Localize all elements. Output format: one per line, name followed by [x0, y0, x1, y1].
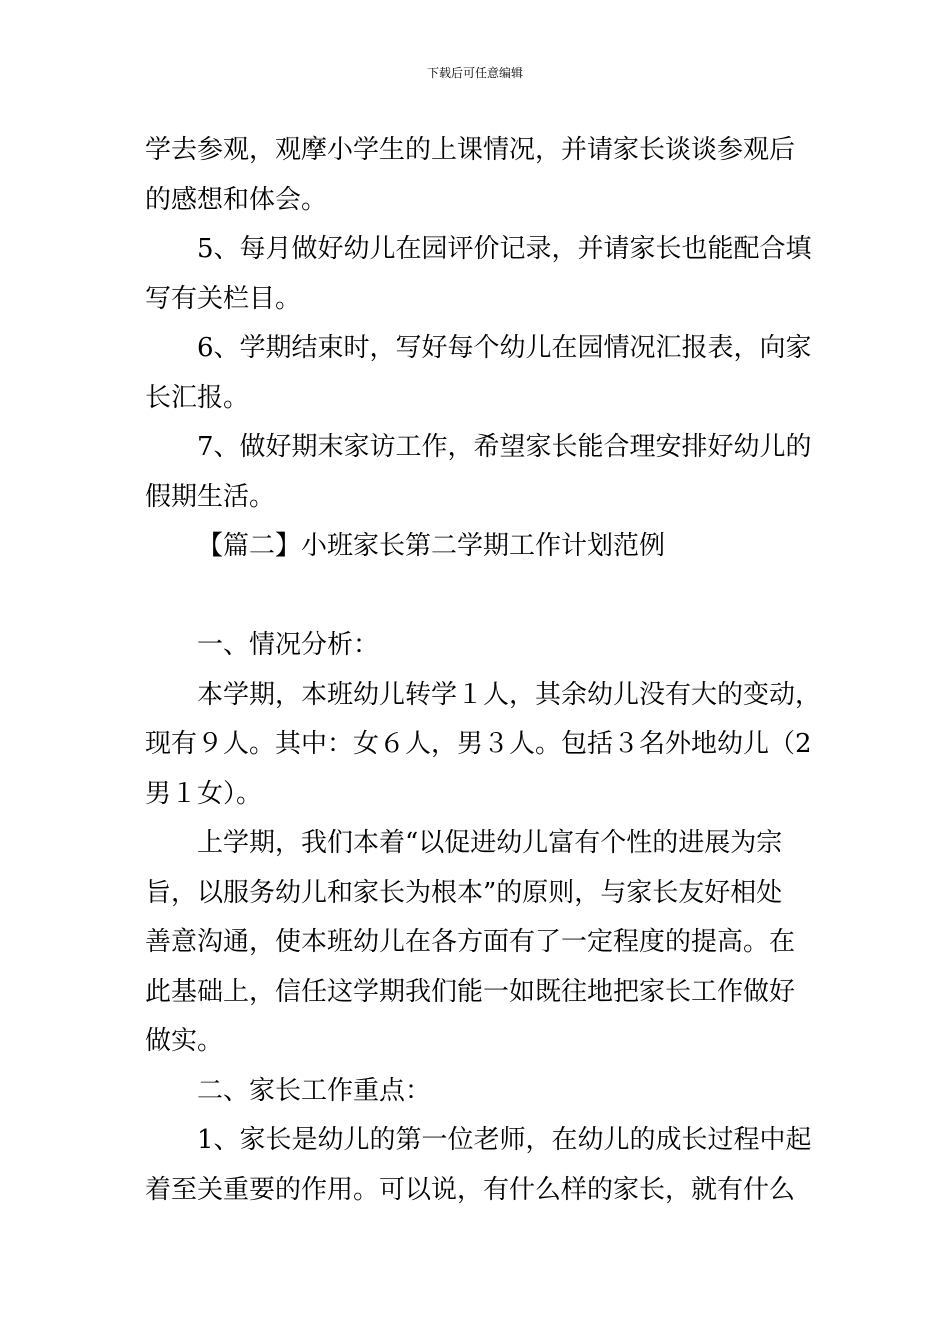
paragraph-line: 7、做好期末家访工作，希望家长能合理安排好幼儿的 — [197, 432, 812, 462]
paragraph-line: 本学期，本班幼儿转学１人，其余幼儿没有大的变动， — [197, 679, 822, 710]
document-body — [145, 126, 822, 1215]
paragraph-line: 此基础上，信任这学期我们能一如既往地把家长工作做好 — [145, 976, 796, 1007]
paragraph-line: 上学期，我们本着“以促进幼儿富有个性的进展为宗 — [197, 828, 783, 858]
paragraph-line: 旨，以服务幼儿和家长为根本”的原则，与家长友好相处 — [145, 877, 783, 908]
section-title: 【篇二】小班家长第二学期工作计划范例 — [197, 531, 666, 561]
paragraph-line: 男１女）。 — [145, 778, 263, 809]
paragraph-line: 6、学期结束时，写好每个幼儿在园情况汇报表，向家 — [197, 333, 812, 363]
paragraph-line: 学去参观，观摩小学生的上课情况，并请家长谈谈参观后 — [145, 135, 796, 165]
section-heading: 二、家长工作重点： — [197, 1075, 432, 1106]
paragraph-line: 善意沟通，使本班幼儿在各方面有了一定程度的提高。在 — [145, 927, 796, 957]
paragraph-line: 假期生活。 — [145, 481, 276, 512]
page-header: 下载后可任意编辑 — [426, 66, 523, 80]
section-heading: 一、情况分析： — [197, 630, 380, 660]
paragraph-line: 写有关栏目。 — [145, 283, 302, 314]
paragraph-line: 着至关重要的作用。可以说，有什么样的家长，就有什么 — [145, 1174, 796, 1205]
paragraph-line: 的感想和体会。 — [145, 184, 328, 215]
paragraph-line: 长汇报。 — [145, 382, 250, 413]
paragraph-line: 现有９人。其中：女６人，男３人。包括３名外地幼儿（2 — [145, 729, 812, 759]
paragraph-line: 5、每月做好幼儿在园评价记录，并请家长也能配合填 — [197, 234, 812, 264]
paragraph-line: 做实。 — [145, 1026, 224, 1056]
paragraph-line: 1、家长是幼儿的第一位老师，在幼儿的成长过程中起 — [197, 1125, 812, 1155]
blank-line — [145, 572, 807, 622]
